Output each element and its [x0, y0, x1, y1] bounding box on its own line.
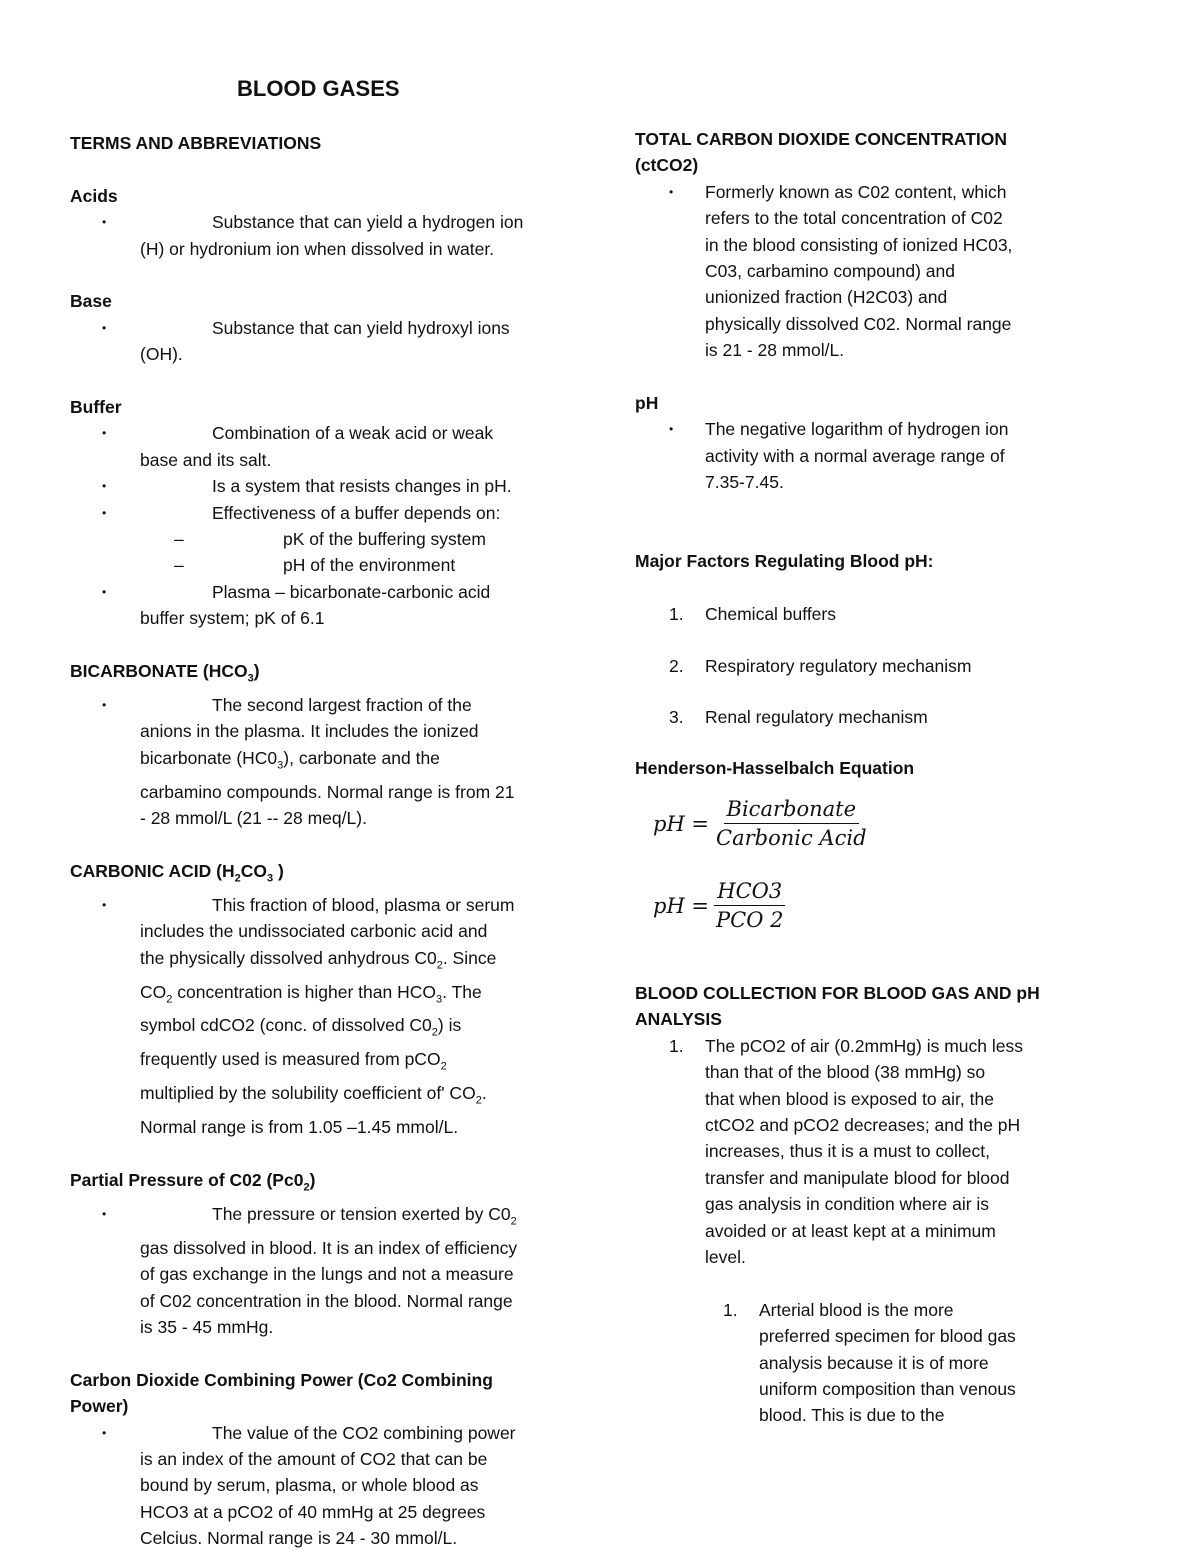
bullet-icon: • [669, 422, 674, 437]
list-item: 3. Renal regulatory mechanism [669, 707, 928, 728]
dash-icon: – [174, 555, 184, 576]
bullet-icon: • [102, 505, 107, 520]
list-item: • Combination of a weak acid or weak [102, 420, 570, 446]
list-item: • The value of the CO2 combining power [102, 1420, 570, 1446]
section-heading-total-co2: TOTAL CARBON DIOXIDE CONCENTRATION (ctCO2) [635, 129, 1008, 176]
bullet-icon: • [102, 897, 107, 912]
list-item: 1. The pCO2 of air (0.2mmHg) is much less than that of the blood (38 mmHg) so that when blood is exposed to air, the ctCO2 and pCO2 decreases; and the pH increases, thus it is a must to collect, transfer and manipulate blood for blood gas analysis in condition where air is avoided or at least kept at a minimum level. [669, 1035, 1024, 1267]
list-item: • This fraction of blood, plasma or serum [102, 892, 570, 918]
equation-bicarbonate: pH = $\frac{\text{Bicarbonate}}{\text{Carbonic Acid}}$ [653, 796, 867, 850]
section-heading-henderson-hasselbalch: Henderson-Hasselbalch Equation [635, 758, 915, 779]
section-heading-buffer: Buffer [70, 397, 122, 418]
bullet-icon: • [669, 184, 674, 199]
dash-icon: – [174, 529, 184, 550]
section-heading-major-factors: Major Factors Regulating Blood pH: [635, 551, 934, 572]
list-item: • Plasma – bicarbonate-carbonic acid [102, 579, 570, 605]
bullet-icon: • [102, 479, 107, 494]
bullet-icon: • [102, 1206, 107, 1221]
list-item: • Is a system that resists changes in pH. [102, 473, 570, 499]
section-heading-combining-power: Carbon Dioxide Combining Power (Co2 Combining Power) [70, 1369, 493, 1417]
bullet-icon: • [102, 1425, 107, 1440]
list-item: • Substance that can yield a hydrogen ion [102, 209, 570, 235]
list-item: • The negative logarithm of hydrogen ion activity with a normal average range of 7.35-7.45. [669, 416, 1075, 495]
list-item: • The second largest fraction of the [102, 692, 570, 718]
list-item: • Substance that can yield hydroxyl ions [102, 315, 570, 341]
list-item: – pK of the buffering system [174, 526, 570, 552]
list-item: 2. Respiratory regulatory mechanism [669, 655, 972, 676]
equation-hco3-pco2: pH = $\frac{\text{HCO3}}{\text{PCO 2}}$ [653, 878, 784, 932]
section-heading-base: Base [70, 291, 112, 312]
list-item: 1. Chemical buffers [669, 604, 836, 625]
list-item: – pH of the environment [174, 552, 570, 578]
bullet-icon: • [102, 584, 107, 599]
section-heading-partial-pressure: Partial Pressure of C02 $(Pc0_2)$ [70, 1169, 316, 1194]
bullet-icon: • [102, 697, 107, 712]
section-heading-terms: TERMS AND ABBREVIATIONS [70, 133, 322, 153]
bullet-icon: • [102, 320, 107, 335]
page-title: BLOOD GASES [237, 76, 400, 101]
bullet-icon: • [102, 215, 107, 230]
section-heading-bicarbonate: BICARBONATE $(HCO_3)$ [70, 661, 260, 685]
section-heading-carbonic-acid: CARBONIC ACID ($H_2CO_3$ ) [70, 860, 284, 885]
left-column: TERMS AND ABBREVIATIONS Acids • Substance that can yield a hydrogen ion (H) or hydronium ion when dissolved in water. Base • Substance that can yield hydroxyl ions (OH). Buffer • Combination of a weak acid or weak base and its salt. • Is a system that resists changes in pH. • Effectiveness of a buffer depends on: – pK of the buffering system – pH of the environment • Plasma – bicarbonate-carbonic acid buffer system; pK of 6.1 BICARBONATE $(HCO_3)$ • The second largest fraction of the anions in the plasma. It includes the ionized bicarbonate $(HC0_3)$, carbonate and the carbamino compounds. Normal range is from 21 - 28 mmol/L (21 -- 28 meq/L). CARBONIC ACID ($H_2CO_3$ ) • This fraction of blood, plasma or serum includes the undissociated carbonic acid and the physically dissolved anhydrous $C0_2$. Since $CO_2$ concentration is higher than $HCO_3$. The symbol cdCO2 (conc. of dissolved $C0_2$) is frequently used is measured from pCO$_2$ multiplied by the solubility coefficient of' $CO_2$. Normal range is from 1.05 –1.45 mmol/L. Partial Pressure of C02 $(Pc0_2)$ • The pressure or tension exerted by $C0_2$ gas dissolved in blood. It is an index of efficiency of gas exchange in the lungs and not a measure of C02 concentration in the blood. Normal range is 35 - 45 mmHg. Carbon Dioxide Combining Power (Co2 Combining Power) • The value of the CO2 combining power is an index of the amount of CO2 that can be bound by serum, plasma, or whole blood as HCO3 at a pCO2 of 40 mmHg at 25 degrees Celcius. Normal range is 24 - 30 mmol/L. [70, 130, 570, 1552]
list-item: 1. Arterial blood is the more preferred specimen for blood gas analysis because it is of more uniform composition than venous blood. This is due to the [723, 1299, 1016, 1426]
section-heading-blood-collection: BLOOD COLLECTION FOR BLOOD GAS AND pH ANALYSIS [635, 982, 1040, 1030]
list-item: • Formerly known as C02 content, which refers to the total concentration of C02 in the blood consisting of ionized HC03, C03, carbamino compound) and unionized fraction (H2C03) and physically dissolved C02. Normal range is 21 - 28 mmol/L. [669, 179, 1075, 364]
right-column [635, 126, 1075, 1429]
list-item: • The pressure or tension exerted by $C0_2$ [102, 1201, 570, 1235]
section-heading-ph: pH [635, 393, 659, 414]
bullet-icon: • [102, 426, 107, 441]
list-item: • Effectiveness of a buffer depends on: [102, 500, 570, 526]
section-heading-acids: Acids [70, 185, 118, 206]
